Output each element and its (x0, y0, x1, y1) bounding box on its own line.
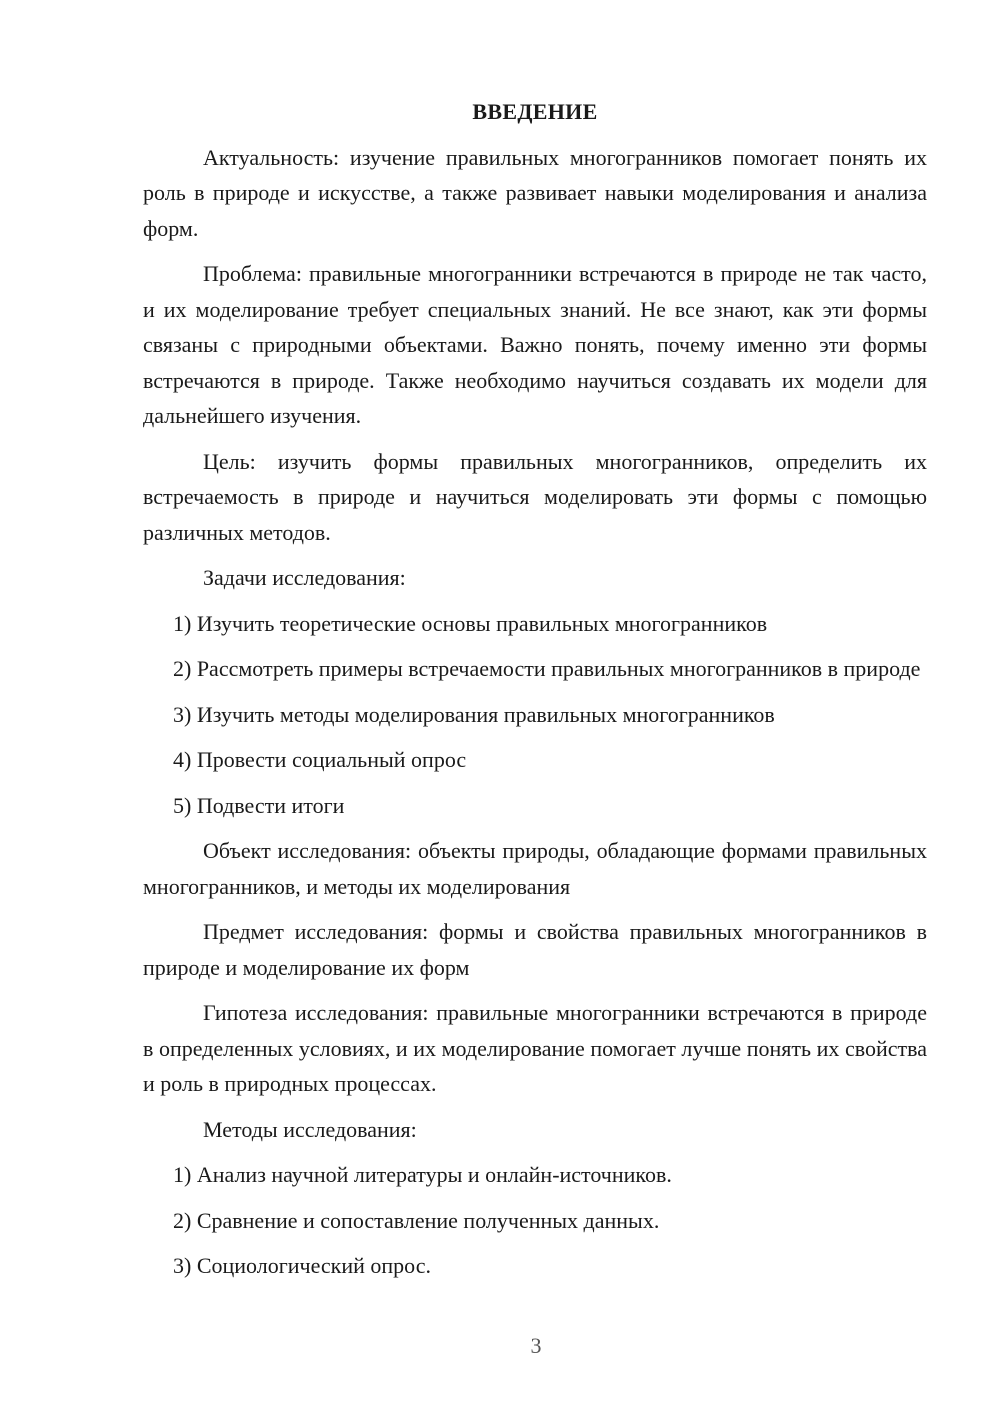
method-item-2: 2) Сравнение и сопоставление полученных данных. (173, 1207, 660, 1233)
task-item-3: 3) Изучить методы моделирования правильных многогранников (173, 701, 775, 727)
method-item-1: 1) Анализ научной литературы и онлайн-источников. (173, 1162, 672, 1187)
paragraph-problem: Проблема: правильные многогранники встречаются в природе не так часто, и их моделирование требует специальных знаний. Не все знают, как эти формы связаны с природными объектами. Важно понять, почему именно эти формы встречаются в природе. Также необходимо научиться создавать их модели для дальнейшего изучения. (143, 261, 927, 428)
paragraph-object: Объект исследования: объекты природы, обладающие формами правильных многогранников, и методы их моделирования (143, 838, 927, 899)
section-title: ВВЕДЕНИЕ (472, 99, 598, 124)
task-item-2: 2) Рассмотреть примеры встречаемости правильных многогранников в природе (173, 656, 921, 681)
task-item-4: 4) Провести социальный опрос (173, 747, 467, 772)
paragraph-hypothesis: Гипотеза исследования: правильные многогранники встречаются в природе в определенных условиях, и их моделирование помогает лучше понять их свойства и роль в природных процессах. (143, 1000, 927, 1096)
paragraph-relevance: Актуальность: изучение правильных многогранников помогает понять их роль в природе и искусстве, а также развивает навыки моделирования и анализа форм. (143, 144, 927, 241)
page-number: 3 (530, 1333, 542, 1358)
page-content (143, 94, 927, 1294)
methods-heading: Методы исследования: (203, 1116, 417, 1142)
method-item-3: 3) Социологический опрос. (173, 1253, 431, 1278)
task-item-1: 1) Изучить теоретические основы правильных многогранников (173, 610, 768, 636)
paragraph-goal: Цель: изучить формы правильных многогранников, определить их встречаемость в природе и научиться моделировать эти формы с помощью различных методов. (143, 448, 927, 545)
task-item-5: 5) Подвести итоги (173, 792, 345, 818)
paragraph-subject: Предмет исследования: формы и свойства правильных многогранников в природе и моделирование их форм (143, 919, 927, 980)
tasks-heading: Задачи исследования: (203, 565, 406, 590)
